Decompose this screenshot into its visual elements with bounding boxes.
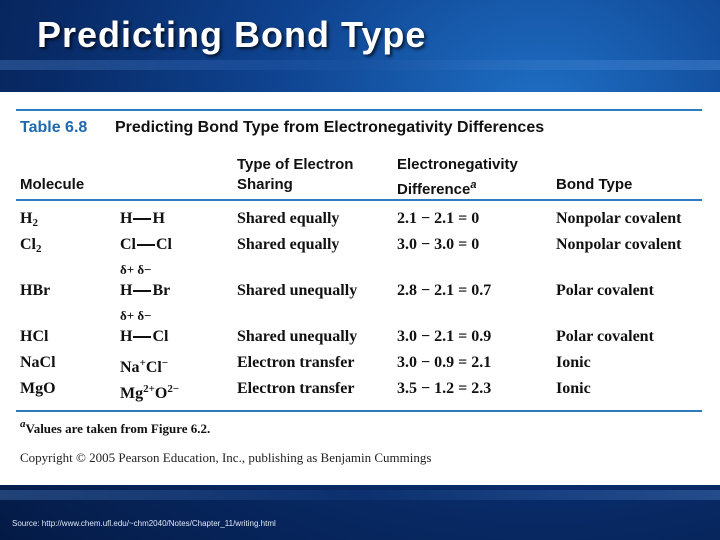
cell-structure: $Mg^{2+}O^{2-}$ <box>120 383 180 402</box>
table-header-rule <box>16 199 702 201</box>
header-molecule: Molecule <box>20 176 85 193</box>
cell-molecule: MgO <box>20 380 56 397</box>
single-bond-line <box>133 336 151 338</box>
cell-difference: 2.8 − 2.1 = 0.7 <box>397 282 492 299</box>
cell-bond-type: Nonpolar covalent <box>556 236 682 253</box>
header-difference-line1: Electronegativity <box>397 156 518 173</box>
header-sharing-line1: Type of Electron <box>237 156 354 173</box>
table-number: Table 6.8 <box>20 119 88 136</box>
decorative-band <box>0 60 720 70</box>
cell-structure: H Cl <box>120 328 169 345</box>
cell-difference: 2.1 − 2.1 = 0 <box>397 210 480 227</box>
cell-difference: 3.0 − 0.9 = 2.1 <box>397 354 492 371</box>
cell-bond-type: Polar covalent <box>556 328 654 345</box>
header-difference-line2: Difference$^a$ <box>397 179 477 198</box>
single-bond-line <box>133 290 151 292</box>
source-citation: Source: http://www.chem.ufl.edu/~chm2040/Notes/Chapter_11/writing.html <box>12 519 276 528</box>
cell-molecule: NaCl <box>20 354 56 371</box>
partial-charges: δ+ δ− <box>120 262 152 277</box>
decorative-band <box>0 490 720 500</box>
header-sharing-line2: Sharing <box>237 176 293 193</box>
cell-bond-type: Ionic <box>556 354 591 371</box>
cell-difference: 3.0 − 2.1 = 0.9 <box>397 328 492 345</box>
cell-sharing: Shared equally <box>237 210 340 227</box>
table-bottom-rule <box>16 410 702 412</box>
cell-structure: H Br <box>120 282 171 299</box>
cell-structure: Na+Cl− <box>120 357 169 376</box>
footnote-marker: a <box>470 179 477 191</box>
cell-sharing: Shared unequally <box>237 328 358 345</box>
cell-bond-type: Polar covalent <box>556 282 654 299</box>
cell-sharing: Electron transfer <box>237 380 355 397</box>
cell-molecule: $Cl_2$ <box>20 236 42 255</box>
cell-difference: 3.5 − 1.2 = 2.3 <box>397 380 492 397</box>
cell-molecule: HBr <box>20 282 51 299</box>
cell-difference: 3.0 − 3.0 = 0 <box>397 236 480 253</box>
cell-structure: H H <box>120 210 165 227</box>
single-bond-line <box>133 218 151 220</box>
cell-molecule: $H_2$ <box>20 210 38 229</box>
cell-bond-type: Nonpolar covalent <box>556 210 682 227</box>
cell-sharing: Electron transfer <box>237 354 355 371</box>
single-bond-line <box>137 244 155 246</box>
table-title: Predicting Bond Type from Electronegativity Differences <box>115 119 545 136</box>
partial-charges: δ+ δ− <box>120 308 152 323</box>
cell-sharing: Shared unequally <box>237 282 358 299</box>
cell-molecule: HCl <box>20 328 49 345</box>
cell-sharing: Shared equally <box>237 236 340 253</box>
slide-title: Predicting Bond Type <box>37 14 427 55</box>
table-footnote: $^a$Values are taken from Figure 6.2. <box>20 418 211 436</box>
table-panel <box>0 92 720 485</box>
cell-structure: Cl Cl <box>120 236 172 253</box>
copyright-notice: Copyright © 2005 Pearson Education, Inc., publishing as Benjamin Cummings <box>20 450 432 465</box>
header-bond-type: Bond Type <box>556 176 633 193</box>
table-top-rule <box>16 109 702 111</box>
cell-bond-type: Ionic <box>556 380 591 397</box>
